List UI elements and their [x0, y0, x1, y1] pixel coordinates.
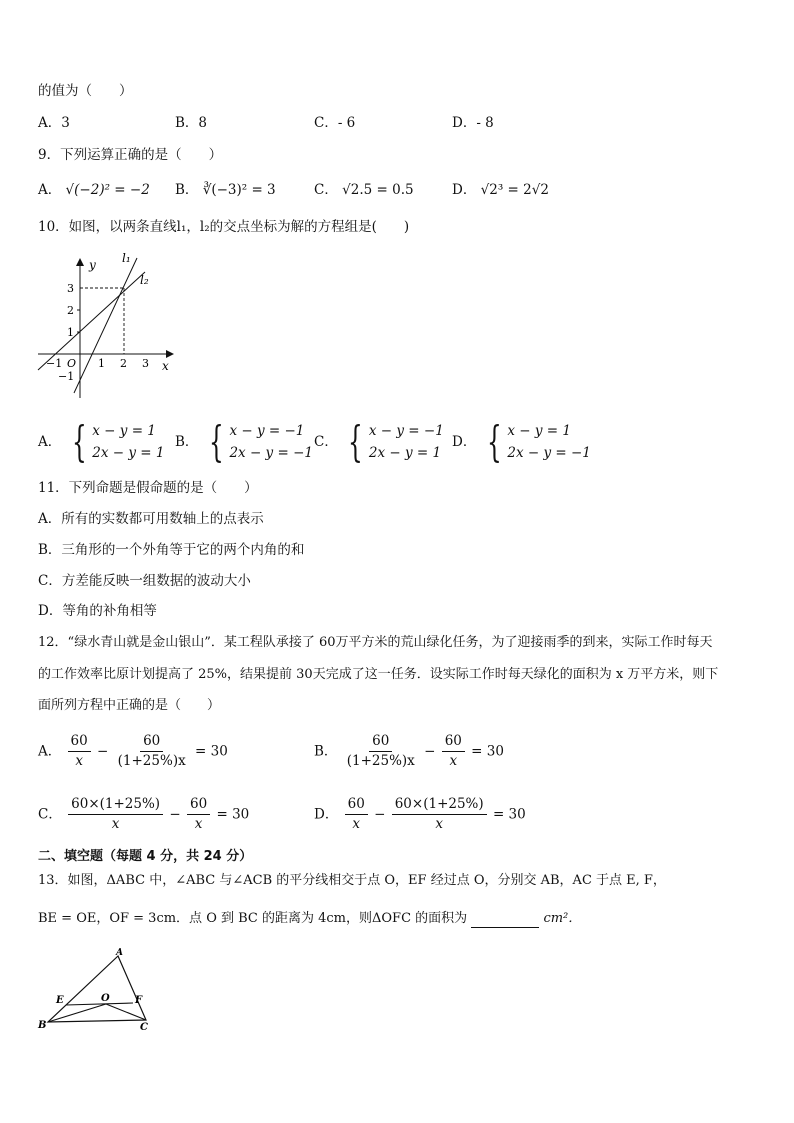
q10-option-d-label: D．: [452, 434, 477, 450]
q12-option-b-num2: 60: [442, 733, 465, 752]
q8-option-a: A．3: [38, 115, 70, 131]
q12-option-b-frac2: [442, 733, 465, 770]
q10-option-c-eq1: x − y = −1: [368, 423, 444, 439]
q11-option-a: A．所有的实数都可用数轴上的点表示: [38, 511, 264, 527]
q11-option-b: B．三角形的一个外角等于它的两个内角的和: [38, 542, 305, 558]
q12-option-c-rhs: = 30: [216, 806, 250, 823]
q10-option-b-eq1: x − y = −1: [229, 423, 305, 439]
q11-option-d: D．等角的补角相等: [38, 603, 157, 619]
q12-option-a-frac2: [115, 733, 189, 770]
q9-option-a-label: A．: [38, 182, 62, 198]
q12-option-d: [314, 796, 526, 833]
q12-option-c-num1: 60×(1+25%): [68, 796, 163, 815]
y-tick-3: 3: [67, 282, 74, 295]
q12-stem-line2: 的工作效率比原计划提高了 25%，结果提前 30天完成了这一任务．设实际工作时每天绿化的面积为 x 万平方米，则下: [38, 667, 719, 682]
q12-option-d-op: −: [374, 806, 386, 823]
q13-stem-line2: [38, 910, 581, 928]
q10-option-b: [175, 417, 313, 466]
q10-option-a-system: { x − y = 1 2x − y = 1: [71, 417, 165, 466]
q9-option-d: [452, 181, 549, 199]
l1-label: l₁: [122, 251, 131, 265]
q9-option-b-expr: ∛(−3)² = 3: [202, 182, 276, 198]
point-e-label: E: [56, 995, 64, 1006]
q12-option-c: [38, 796, 249, 833]
x-axis-label: x: [162, 359, 169, 373]
q8-stem-tail: 的值为（ ）: [38, 83, 133, 99]
x-tick-minus-1: −1: [46, 357, 63, 370]
q10-option-d-eq2: 2x − y = −1: [507, 445, 591, 461]
q12-option-b-rhs: = 30: [471, 743, 504, 760]
q12-option-c-label: C．: [38, 806, 62, 823]
vertex-b-label: B: [38, 1020, 47, 1031]
y-tick-minus-1: −1: [58, 370, 75, 383]
q10-option-d: [452, 417, 591, 466]
q12-option-b: [314, 733, 504, 770]
segment-ef: [66, 1003, 133, 1005]
q9-option-d-label: D．: [452, 182, 477, 198]
y-tick-1: 1: [67, 326, 74, 339]
line-l1: [74, 258, 137, 393]
q13-stem-line1: 13．如图，ΔABC 中，∠ABC 与∠ACB 的平分线相交于点 O，EF 经过点 O，分别交 AB，AC 于点 E, F，: [38, 873, 666, 888]
q12-option-b-den1: (1+25%)x: [346, 753, 415, 769]
x-tick-2: 2: [120, 357, 127, 370]
q9-option-a: [38, 181, 150, 199]
q12-option-d-den1: x: [352, 816, 361, 832]
q9-option-c: [314, 181, 414, 199]
q12-option-b-num1: 60: [369, 733, 392, 752]
origin-label: O: [67, 357, 77, 370]
q12-option-a-num1: 60: [68, 733, 91, 752]
q12-option-d-num1: 60: [345, 796, 368, 815]
q12-stem-line1: 12．“绿水青山就是金山银山”．某工程队承接了 60万平方米的荒山绿化任务，为了迎接雨季的到来，实际工作时每天: [38, 635, 713, 650]
x-axis-arrow: [166, 350, 174, 358]
x-tick-1: 1: [98, 357, 105, 370]
q10-option-a-eq1: x − y = 1: [92, 423, 156, 439]
q10-option-a: [38, 417, 165, 466]
q10-option-d-eq1: x − y = 1: [507, 423, 571, 439]
q10-option-d-system: { x − y = 1 2x − y = −1: [486, 417, 591, 466]
q12-option-b-frac1: [344, 733, 418, 770]
q12-option-c-frac2: [187, 796, 210, 833]
q10-option-c-system: { x − y = −1 2x − y = 1: [348, 417, 444, 466]
q9-option-c-label: C．: [314, 182, 338, 198]
q8-option-d: D．- 8: [452, 115, 494, 131]
q9-option-b: [175, 181, 276, 199]
q10-option-a-label: A．: [38, 434, 62, 450]
q12-option-a-op: −: [97, 743, 109, 760]
q12-option-c-den2: x: [194, 816, 203, 832]
q12-option-d-label: D．: [314, 806, 339, 823]
q12-option-c-num2: 60: [187, 796, 210, 815]
q12-stem-line3: 面所列方程中正确的是（ ）: [38, 698, 221, 713]
q12-option-d-num2: 60×(1+25%): [392, 796, 487, 815]
q10-stem: 10．如图，以两条直线l₁，l₂的交点坐标为解的方程组是( ): [38, 219, 410, 235]
point-f-label: F: [135, 995, 143, 1006]
vertex-c-label: C: [140, 1022, 148, 1033]
y-tick-2: 2: [67, 304, 74, 317]
vertex-a-label: A: [116, 948, 123, 958]
q10-option-c: [314, 417, 444, 466]
q12-option-a-rhs: = 30: [195, 743, 228, 760]
point-o-label: O: [101, 993, 110, 1004]
triangle-abc: [48, 956, 146, 1022]
q12-option-b-den2: x: [449, 753, 458, 769]
q12-option-c-op: −: [169, 806, 181, 823]
q12-option-a-den2: (1+25%)x: [117, 753, 186, 769]
q8-option-b: B．8: [175, 115, 208, 131]
l2-label: l₂: [140, 273, 149, 287]
q8-option-c: C．- 6: [314, 115, 356, 131]
q12-option-a-frac1: [68, 733, 91, 770]
q10-graph: [34, 250, 184, 402]
q10-option-b-system: { x − y = −1 2x − y = −1: [208, 417, 313, 466]
q12-option-b-op: −: [424, 743, 436, 760]
q12-option-d-rhs: = 30: [492, 806, 526, 823]
q12-option-a-num2: 60: [140, 733, 163, 752]
q12-option-a: [38, 733, 228, 770]
y-axis-arrow: [76, 258, 84, 266]
x-tick-3: 3: [142, 357, 149, 370]
q12-option-a-den1: x: [75, 753, 83, 769]
section-title-fill-in: 二、填空题（每题 4 分，共 24 分）: [38, 849, 253, 864]
q11-stem: 11．下列命题是假命题的是（ ）: [38, 480, 258, 496]
q13-triangle-figure: [36, 946, 156, 1036]
q12-option-c-frac1: [68, 796, 163, 833]
q12-option-d-frac2: [392, 796, 487, 833]
q11-option-c: C．方差能反映一组数据的波动大小: [38, 573, 251, 589]
q12-option-c-den1: x: [111, 816, 120, 832]
q12-option-a-label: A．: [38, 743, 62, 760]
q12-option-d-frac1: [345, 796, 368, 833]
q10-option-b-label: B．: [175, 434, 199, 450]
q9-option-c-expr: √2.5 = 0.5: [342, 182, 414, 198]
q9-option-d-expr: √2³ = 2√2: [480, 182, 549, 198]
q10-option-b-eq2: 2x − y = −1: [229, 445, 313, 461]
q13-answer-blank[interactable]: [471, 913, 539, 928]
q12-option-b-label: B．: [314, 743, 338, 760]
q12-option-d-den2: x: [435, 816, 443, 832]
q10-option-c-label: C．: [314, 434, 338, 450]
q13-stem-line2-text: BE = OE，OF = 3cm．点 O 到 BC 的距离为 4cm，则ΔOFC 的面积为: [38, 911, 468, 926]
y-axis-label: y: [89, 258, 96, 272]
q9-option-a-expr: √(−2)² = −2: [65, 182, 150, 198]
q10-option-a-eq2: 2x − y = 1: [92, 445, 165, 461]
q13-unit: cm²．: [543, 911, 582, 926]
q9-option-b-label: B．: [175, 182, 199, 198]
q10-option-c-eq2: 2x − y = 1: [368, 445, 442, 461]
q9-stem: 9．下列运算正确的是（ ）: [38, 147, 223, 163]
